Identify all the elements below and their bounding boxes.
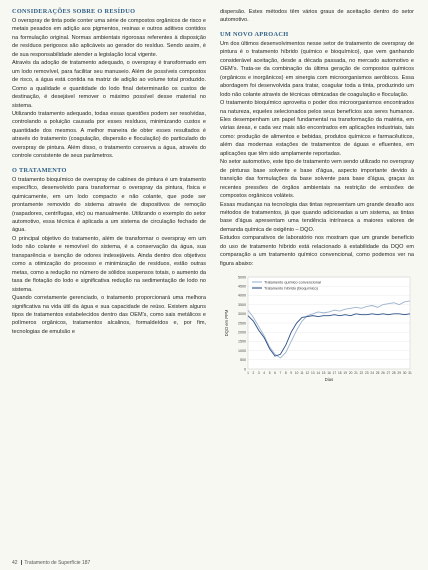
legend-label-2: Tratamento híbrido (bioquímico)	[264, 286, 318, 291]
x-tick-label: 25	[375, 371, 380, 376]
x-tick-label: 31	[408, 371, 412, 376]
paragraph: Utilizando tratamento adequado, todas essas questões podem ser resolvidas, controlando a poluição causada por esses resíduos, minimizando custos e quantidade dos mesmos. A melhor maneira de obter esses resultados é através do tratamento (coagulação, dispersão e floculação) do particulado do overspray de pintura. Além disso, o tratamento conserva a água, através do controle consistente de seus parâmetros.	[12, 110, 206, 160]
x-tick-label: 9	[290, 371, 293, 376]
x-tick-label: 5	[268, 371, 271, 376]
y-tick-label: 0	[244, 367, 246, 372]
y-tick-label: 2500	[238, 321, 246, 326]
x-tick-label: 12	[305, 371, 310, 376]
paragraph: Um dos últimos desenvolvimentos nesse setor de tratamento de overspray de pintura é o tratamento híbrido (químico e bioquímico), que vem ganhando considerável aceitação, desde a década passada, no mercado automotivo e OEM's. Trata-se da combinação da última geração de compostos químicos (orgânicos e inorgânicos) em sinergia com microorganismos aeróbicos. Essa abordagem foi desenvolvida para tratar, coagular toda a tinta, produzindo um lodo não colante através de técnicas otimizadas de coagulação e floculação.	[220, 40, 414, 98]
x-tick-label: 21	[354, 371, 358, 376]
x-tick-label: 15	[321, 371, 326, 376]
paragraph: dispersão. Estes métodos têm vários graus de aceitação dentro do setor automotivo.	[220, 9, 414, 24]
x-tick-label: 6	[274, 371, 276, 376]
x-tick-label: 10	[294, 371, 299, 376]
x-tick-label: 18	[338, 371, 342, 376]
right-column	[220, 8, 414, 396]
y-tick-label: 4000	[238, 293, 246, 298]
y-tick-label: 1500	[238, 339, 246, 344]
x-tick-label: 4	[263, 371, 266, 376]
paragraph: Estudos comparativos de laboratório nos mostram que um grande benefício do uso de tratamento híbrido está relacionado à estabilidade da DQO em comparação a um tratamento químico convencional, como podemos ver na figura abaixo:	[220, 235, 414, 267]
x-tick-label: 17	[332, 371, 337, 376]
x-tick-label: 3	[257, 371, 260, 376]
x-tick-label: 2	[252, 371, 255, 376]
x-tick-label: 8	[284, 371, 287, 376]
y-tick-label: 4500	[238, 284, 246, 289]
x-axis-label: Dias	[324, 377, 334, 383]
x-tick-label: 27	[386, 371, 391, 376]
x-tick-label: 28	[392, 371, 396, 376]
section-heading-new-approach: UM NOVO APROACH	[220, 30, 289, 38]
paragraph: Através da adoção de tratamento adequado, o overspray é transformado em um lodo removível, para facilitar seu manuseio. Além de possíveis compostos de risco, a água está contida na matriz de adição ao volume total produzido. Como a qualidade e quantidade do lodo final determinarão os custos de destinação, é desejável remover o máximo possível desse material no sistema.	[12, 60, 206, 109]
x-tick-label: 14	[316, 371, 320, 376]
dqo-line-chart	[220, 271, 414, 391]
paragraph: O overspray de tinta pode conter uma série de compostos orgânicos de risco e metais pesados em adição aos pigmentos, resinas e outros aditivos contidos na formulação original. Normas ambientais rigorosas referentes à disposição de resíduos perigosos são aplicáveis ao gerador do resíduo. Sendo assim, é de sua responsabilidade atender a legislação local vigente.	[12, 18, 206, 58]
paragraph: No setor automotivo, este tipo de tratamento vem sendo utilizado no overspray de pinturas base solvente e base d'água, aspecto importante devido à transição das formulações da base solvente para base d'água, graças às recentes pressões de órgãos ambientais na restrição de emissões de compostos orgânicos voláteis.	[220, 159, 414, 200]
paragraph: O tratamento bioquímico aproveita o poder dos microorganismos encontrados na natureza, equeles selecionados pelos seus benefícios aos seres humanos. Eles desempenham um papel fundamental na transformação da matéria, em várias áreas, e cada vez mais são encontrados em aplicações industriais, tais como: produção de alimentos e bebidas, produtos químicos e farmacêuticos, além das modernas estações de tratamentos de águas e efluentes, em aplicações que têm sido amplamente reportadas.	[220, 100, 414, 157]
x-tick-label: 13	[311, 371, 315, 376]
x-tick-label: 20	[348, 371, 353, 376]
section-heading-treatment: O TRATAMENTO	[12, 166, 67, 174]
y-tick-label: 5000	[238, 275, 246, 280]
paragraph: Essas mudanças na tecnologia das tintas representam um grande desafio aos métodos de tratamentos, já que quando adicionadas a um sistema, as tintas base d'água apresentam uma tendência intrínseca a maiores valores de demanda química de oxigênio – DQO.	[220, 201, 414, 233]
legend-label-1: Tratamento químico convencional	[264, 280, 321, 285]
x-tick-label: 24	[370, 371, 374, 376]
x-tick-label: 23	[365, 371, 369, 376]
x-tick-label: 1	[247, 371, 249, 376]
y-tick-label: 500	[240, 358, 246, 363]
x-tick-label: 30	[402, 371, 407, 376]
x-tick-label: 16	[327, 371, 331, 376]
x-tick-label: 19	[343, 371, 347, 376]
paragraph: O principal objetivo do tratamento, além de transformar o overspray em um lodo não colante e removível do sistema, é a conservação da água, sua transparência e isenção de odores indesejáveis. Ainda dentro dos objetivos como a otimização do processo e minimização de resíduos, estão outras metas, como a redução no número de sólidos suspensos totais, o aumento da taxa de flotação do lodo e significativa redução na sedimentação de lodo no sistema.	[12, 235, 206, 293]
x-tick-label: 7	[279, 371, 282, 376]
x-tick-label: 11	[300, 371, 304, 376]
x-tick-label: 29	[397, 371, 401, 376]
y-tick-label: 3000	[238, 312, 246, 317]
page-number: 42	[12, 560, 18, 566]
y-tick-label: 3500	[238, 303, 246, 308]
paragraph: O tratamento bioquímico de overspray de cabines de pintura é um tratamento específico, desenvolvido para transformar o overspray da pintura, física e quimicamente, em um lodo compacto e não colante, que pode ser prontamente removido do sistema através de dispositivos de remoção (raspadores, centrífugas, etc) ou manualmente. Utilizando o exemplo do setor automotivo, essa técnica é aplicada a um sistema de circulação fechado de água.	[12, 176, 206, 234]
y-tick-label: 1000	[238, 349, 246, 354]
x-tick-label: 22	[359, 371, 364, 376]
y-axis-label: DQO em PPM	[224, 309, 229, 337]
footer-divider	[21, 560, 22, 565]
magazine-name: Tratamento de Superfície 187	[24, 560, 91, 566]
page-footer	[12, 560, 90, 566]
paragraph: Quando corretamente gerenciado, o tratamento proporcionará uma melhora significativa na vida útil da água e sua capacidade de reúso. Existem alguns tipos de tratamentos estabelecidos dentro das OEM's, como sais metálicos e polímeros orgânicos, tratamentos alcalinos, formaldeídos e, por fim, tecnologias de emulsão e	[12, 295, 206, 335]
left-column	[12, 8, 206, 336]
x-tick-label: 26	[381, 371, 385, 376]
section-heading-residue: CONSIDERAÇÕES SOBRE O RESÍDUO	[12, 8, 136, 15]
y-tick-label: 2000	[238, 330, 246, 335]
